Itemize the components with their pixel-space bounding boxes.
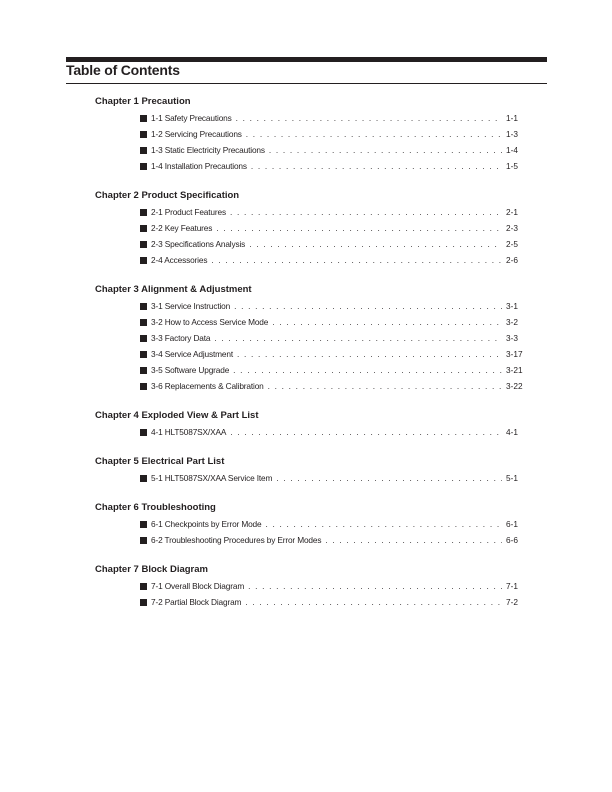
toc-entry-page-number: 2-5 bbox=[506, 239, 518, 249]
toc-entry-label: 6-2 Troubleshooting Procedures by Error Modes bbox=[151, 535, 322, 545]
toc-entry-label: 7-2 Partial Block Diagram bbox=[151, 597, 242, 607]
chapter-section bbox=[0, 94, 612, 174]
toc-entry[interactable] bbox=[140, 126, 524, 142]
toc-entry-page-number: 5-1 bbox=[506, 473, 518, 483]
square-bullet-icon bbox=[140, 537, 147, 544]
toc-entry-page-number: 2-1 bbox=[506, 207, 518, 217]
square-bullet-icon bbox=[140, 163, 147, 170]
toc-entry-page-number: 7-2 bbox=[506, 597, 518, 607]
square-bullet-icon bbox=[140, 367, 147, 374]
toc-entry-page-number: 3-21 bbox=[506, 365, 523, 375]
toc-entry[interactable] bbox=[140, 158, 524, 174]
toc-entry-page-number: 3-3 bbox=[506, 333, 518, 343]
dot-leader bbox=[246, 129, 502, 139]
toc-entry-page-number: 1-3 bbox=[506, 129, 518, 139]
toc-entry-label: 1-3 Static Electricity Precautions bbox=[151, 145, 265, 155]
toc-entry-label: 3-6 Replacements & Calibration bbox=[151, 381, 264, 391]
chapter-section bbox=[0, 282, 612, 394]
toc-entry-label: 1-2 Servicing Precautions bbox=[151, 129, 242, 139]
toc-entry-label: 5-1 HLT5087SX/XAA Service Item bbox=[151, 473, 273, 483]
toc-entry[interactable] bbox=[140, 578, 524, 594]
toc-entry-page-number: 7-1 bbox=[506, 581, 518, 591]
dot-leader bbox=[216, 223, 502, 233]
toc-entry-page-number: 6-1 bbox=[506, 519, 518, 529]
chapter-title[interactable]: Chapter 3 Alignment & Adjustment bbox=[95, 284, 252, 295]
chapter-section bbox=[0, 500, 612, 548]
toc-entry-page-number: 3-17 bbox=[506, 349, 523, 359]
dot-leader bbox=[249, 239, 502, 249]
square-bullet-icon bbox=[140, 383, 147, 390]
toc-entry-label: 2-4 Accessories bbox=[151, 255, 208, 265]
square-bullet-icon bbox=[140, 131, 147, 138]
toc-entry-page-number: 3-1 bbox=[506, 301, 518, 311]
dot-leader bbox=[325, 535, 502, 545]
toc-entry-page-number: 3-22 bbox=[506, 381, 523, 391]
chapter-section bbox=[0, 562, 612, 610]
toc-entry-page-number: 3-2 bbox=[506, 317, 518, 327]
toc-entry-label: 3-5 Software Upgrade bbox=[151, 365, 230, 375]
dot-leader bbox=[265, 519, 502, 529]
toc-entry-page-number: 2-3 bbox=[506, 223, 518, 233]
toc-entry-page-number: 1-1 bbox=[506, 113, 518, 123]
toc-entry-page-number: 4-1 bbox=[506, 427, 518, 437]
toc-entry-page-number: 1-5 bbox=[506, 161, 518, 171]
toc-entry[interactable] bbox=[140, 362, 524, 378]
toc-entry[interactable] bbox=[140, 142, 524, 158]
title-rule bbox=[66, 83, 547, 84]
square-bullet-icon bbox=[140, 335, 147, 342]
square-bullet-icon bbox=[140, 115, 147, 122]
chapter-section bbox=[0, 188, 612, 268]
square-bullet-icon bbox=[140, 599, 147, 606]
toc-entry-page-number: 2-6 bbox=[506, 255, 518, 265]
square-bullet-icon bbox=[140, 241, 147, 248]
dot-leader bbox=[230, 427, 502, 437]
toc-entry[interactable] bbox=[140, 252, 524, 268]
toc-entry-page-number: 1-4 bbox=[506, 145, 518, 155]
dot-leader bbox=[214, 333, 502, 343]
square-bullet-icon bbox=[140, 209, 147, 216]
square-bullet-icon bbox=[140, 583, 147, 590]
toc-entry[interactable] bbox=[140, 236, 524, 252]
chapter-title[interactable]: Chapter 5 Electrical Part List bbox=[95, 456, 225, 467]
toc-entry[interactable] bbox=[140, 424, 524, 440]
square-bullet-icon bbox=[140, 225, 147, 232]
toc-entry[interactable] bbox=[140, 516, 524, 532]
square-bullet-icon bbox=[140, 351, 147, 358]
toc-entry[interactable] bbox=[140, 532, 524, 548]
square-bullet-icon bbox=[140, 521, 147, 528]
toc-entry[interactable] bbox=[140, 314, 524, 330]
square-bullet-icon bbox=[140, 429, 147, 436]
dot-leader bbox=[233, 365, 502, 375]
dot-leader bbox=[269, 145, 502, 155]
square-bullet-icon bbox=[140, 319, 147, 326]
dot-leader bbox=[251, 161, 502, 171]
chapter-title[interactable]: Chapter 1 Precaution bbox=[95, 96, 191, 107]
dot-leader bbox=[234, 301, 502, 311]
dot-leader bbox=[272, 317, 502, 327]
dot-leader bbox=[248, 581, 502, 591]
toc-entry-label: 2-2 Key Features bbox=[151, 223, 213, 233]
chapter-section bbox=[0, 454, 612, 486]
chapter-title[interactable]: Chapter 2 Product Specification bbox=[95, 190, 240, 201]
toc-entry[interactable] bbox=[140, 346, 524, 362]
square-bullet-icon bbox=[140, 303, 147, 310]
dot-leader bbox=[236, 113, 502, 123]
toc-entry-label: 3-2 How to Access Service Mode bbox=[151, 317, 269, 327]
table-of-contents bbox=[0, 94, 612, 624]
toc-entry-label: 1-1 Safety Precautions bbox=[151, 113, 232, 123]
square-bullet-icon bbox=[140, 147, 147, 154]
toc-entry-label: 2-3 Specifications Analysis bbox=[151, 239, 246, 249]
toc-entry[interactable] bbox=[140, 470, 524, 486]
toc-entry[interactable] bbox=[140, 220, 524, 236]
chapter-section bbox=[0, 408, 612, 440]
dot-leader bbox=[211, 255, 502, 265]
chapter-title[interactable]: Chapter 4 Exploded View & Part List bbox=[95, 410, 259, 421]
square-bullet-icon bbox=[140, 475, 147, 482]
toc-entry[interactable] bbox=[140, 378, 524, 394]
toc-entry[interactable] bbox=[140, 110, 524, 126]
toc-entry[interactable] bbox=[140, 594, 524, 610]
dot-leader bbox=[230, 207, 502, 217]
toc-entry-label: 1-4 Installation Precautions bbox=[151, 161, 247, 171]
toc-entry-label: 3-1 Service Instruction bbox=[151, 301, 231, 311]
toc-entry[interactable] bbox=[140, 330, 524, 346]
square-bullet-icon bbox=[140, 257, 147, 264]
chapter-title[interactable]: Chapter 7 Block Diagram bbox=[95, 564, 208, 575]
toc-entry-label: 3-4 Service Adjustment bbox=[151, 349, 234, 359]
dot-leader bbox=[245, 597, 502, 607]
toc-entry-page-number: 6-6 bbox=[506, 535, 518, 545]
toc-entry-label: 2-1 Product Features bbox=[151, 207, 226, 217]
dot-leader bbox=[276, 473, 502, 483]
dot-leader bbox=[268, 381, 502, 391]
toc-entry[interactable] bbox=[140, 204, 524, 220]
dot-leader bbox=[237, 349, 502, 359]
chapter-title[interactable]: Chapter 6 Troubleshooting bbox=[95, 502, 216, 513]
toc-entry-label: 7-1 Overall Block Diagram bbox=[151, 581, 245, 591]
page-title: Table of Contents bbox=[66, 62, 180, 78]
toc-entry-label: 4-1 HLT5087SX/XAA bbox=[151, 427, 227, 437]
toc-entry-label: 6-1 Checkpoints by Error Mode bbox=[151, 519, 262, 529]
toc-entry[interactable] bbox=[140, 298, 524, 314]
toc-entry-label: 3-3 Factory Data bbox=[151, 333, 211, 343]
